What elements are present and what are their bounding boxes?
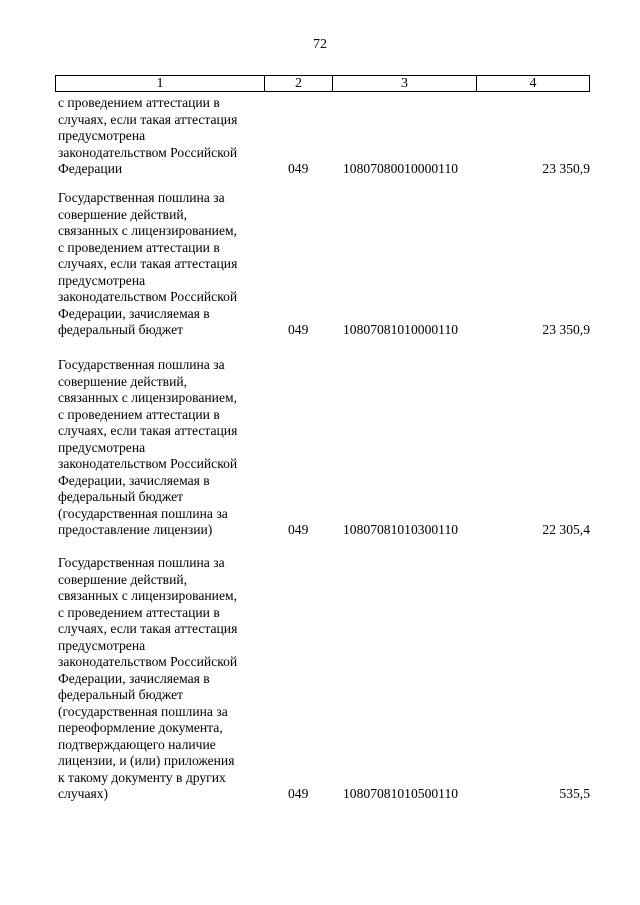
description-line: предусмотрена (58, 272, 146, 288)
row-description (58, 555, 259, 803)
row-description (58, 190, 259, 339)
kbk-code: 10807081010000110 (343, 322, 459, 337)
description-line: (государственная пошлина за (58, 505, 228, 521)
row-description (58, 357, 259, 539)
description-line: связанных с лицензированием, (58, 223, 237, 238)
amount-value: 22 305,4 (542, 522, 590, 537)
description-line: с проведением аттестации в (58, 95, 220, 110)
amount-value: 23 350,9 (542, 322, 590, 337)
admin-code: 049 (288, 161, 309, 176)
description-line: с проведением аттестации в (58, 604, 220, 620)
description-line: Федерации (58, 161, 123, 176)
description-line: законодательством Российской (58, 456, 238, 471)
table-column-header (55, 75, 590, 92)
description-line: связанных с лицензированием, (58, 588, 237, 603)
description-line: Государственная пошлина за (58, 190, 225, 205)
description-line: предусмотрена (58, 128, 146, 143)
row-description (58, 95, 259, 178)
description-line: предоставление лицензии) (58, 522, 213, 537)
column-header-2: 2 (265, 76, 333, 91)
description-line: федеральный бюджет (58, 322, 184, 337)
kbk-code: 10807081010500110 (343, 786, 459, 801)
description-line: Федерации, зачисляемая в (58, 670, 210, 686)
admin-code: 049 (288, 322, 309, 337)
amount-value: 535,5 (559, 786, 590, 801)
description-line: федеральный бюджет (58, 489, 184, 504)
description-line: случаях, если такая аттестация (58, 621, 238, 636)
description-line: законодательством Российской (58, 289, 238, 304)
description-line: Федерации, зачисляемая в (58, 305, 210, 321)
description-line: лицензии, и (или) приложения (58, 753, 235, 768)
description-line: предусмотрена (58, 439, 146, 455)
description-line: случаях, если такая аттестация (58, 256, 238, 271)
description-line: (государственная пошлина за (58, 703, 228, 719)
description-line: переоформление документа, (58, 720, 223, 735)
description-line: Государственная пошлина за (58, 555, 225, 570)
admin-code: 049 (288, 522, 309, 537)
description-line: совершение действий, (58, 571, 188, 587)
description-line: с проведением аттестации в (58, 406, 220, 422)
description-line: подтверждающего наличие (58, 736, 216, 752)
description-line: совершение действий, (58, 206, 188, 222)
description-line: федеральный бюджет (58, 687, 184, 702)
description-line: связанных с лицензированием, (58, 390, 237, 405)
page-number: 72 (313, 37, 327, 52)
description-line: случаях, если такая аттестация (58, 111, 238, 127)
column-header-4: 4 (529, 76, 537, 91)
column-header-1: 1 (56, 76, 265, 91)
admin-code: 049 (288, 786, 309, 801)
description-line: случаях) (58, 786, 109, 801)
description-line: Федерации, зачисляемая в (58, 472, 210, 488)
description-line: с проведением аттестации в (58, 239, 220, 255)
description-line: случаях, если такая аттестация (58, 423, 238, 438)
description-line: к такому документу в других (58, 769, 226, 785)
description-line: совершение действий, (58, 373, 188, 389)
amount-value: 23 350,9 (542, 161, 590, 176)
description-line: законодательством Российской (58, 654, 238, 669)
description-line: законодательством Российской (58, 144, 238, 160)
description-line: предусмотрена (58, 637, 146, 653)
kbk-code: 10807080010000110 (343, 161, 459, 176)
column-header-3: 3 (333, 76, 477, 91)
kbk-code: 10807081010300110 (343, 522, 459, 537)
description-line: Государственная пошлина за (58, 357, 225, 372)
